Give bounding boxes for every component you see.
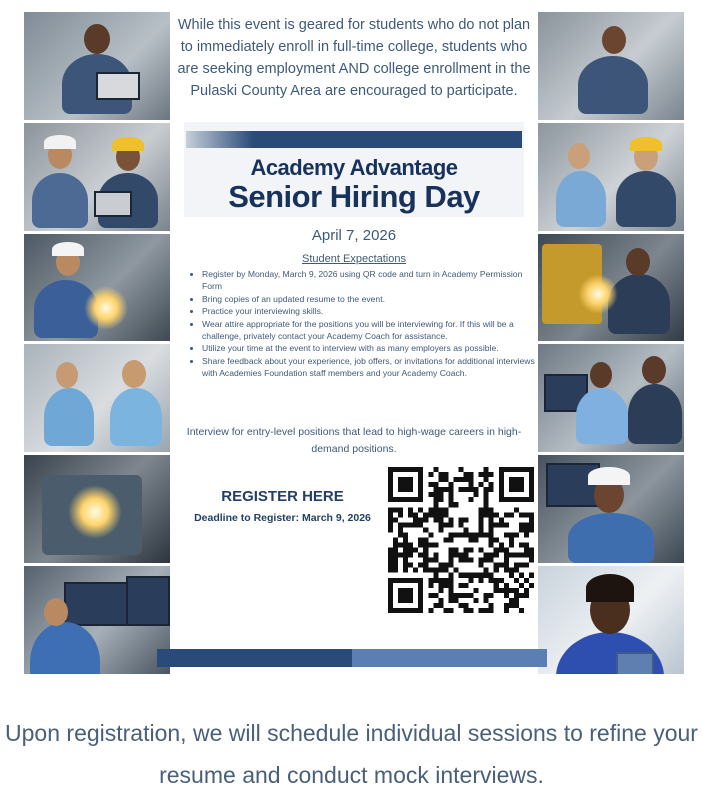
photo-machinery-sparks bbox=[24, 455, 170, 563]
banner-title-line1: Academy Advantage bbox=[250, 155, 458, 180]
list-item: • Share feedback about your experience, job offers, or invitations for additional interviews with Academies Foundation staff members and your Academy Coach. bbox=[202, 355, 544, 380]
right-photo-column bbox=[538, 12, 684, 674]
photo-students-hardhats-laptop bbox=[24, 123, 170, 231]
photo-student-hardhat-smiling bbox=[538, 455, 684, 563]
registration-note: Upon registration, we will schedule individual sessions to refine your resume and conduct mock interviews. bbox=[5, 720, 698, 788]
list-item: • Utilize your time at the event to interview with as many employers as possible. bbox=[202, 342, 544, 354]
photo-student-computer bbox=[24, 566, 170, 674]
photo-students-computer-lab bbox=[538, 344, 684, 452]
list-item: • Practice your interviewing skills. bbox=[202, 305, 544, 317]
event-banner bbox=[184, 122, 524, 217]
flyer-bottom-bar bbox=[157, 649, 547, 667]
expectations-list bbox=[188, 268, 544, 380]
banner-title-line2: Senior Hiring Day bbox=[228, 179, 480, 214]
registration-qr-code[interactable] bbox=[388, 467, 534, 613]
expectations-title: Student Expectations bbox=[302, 253, 406, 265]
event-date: April 7, 2026 bbox=[311, 227, 397, 244]
photo-student-with-tablet bbox=[24, 12, 170, 120]
list-item: • Register by Monday, March 9, 2026 using QR code and turn in Academy Permission Form bbox=[202, 268, 544, 293]
photo-welding-station bbox=[538, 234, 684, 342]
flyer-center-panel bbox=[170, 12, 538, 648]
left-photo-column bbox=[24, 12, 170, 674]
photo-nurse-smiling bbox=[538, 566, 684, 674]
interview-note: Interview for entry-level positions that lead to high-wage careers in high-demand positions. bbox=[186, 426, 522, 455]
banner-accent-bar bbox=[186, 131, 522, 148]
photo-students-lab bbox=[24, 344, 170, 452]
photo-student-welding bbox=[24, 234, 170, 342]
photo-students-hardhat-laptop bbox=[538, 123, 684, 231]
register-here-link[interactable]: REGISTER HERE bbox=[221, 488, 344, 505]
photo-student-tablet-workshop bbox=[538, 12, 684, 120]
intro-paragraph: While this event is geared for students who do not plan to immediately enroll in full-time college, students who are seeking employment AND college enrollment in the Pulaski County Area are encouraged to participate. bbox=[177, 17, 531, 99]
list-item: • Bring copies of an updated resume to the event. bbox=[202, 293, 544, 305]
list-item: • Wear attire appropriate for the positions you will be interviewing for. If this will be a challenge, privately contact your Academy Coach for assistance. bbox=[202, 318, 544, 343]
registration-deadline: Deadline to Register: March 9, 2026 bbox=[194, 512, 371, 524]
